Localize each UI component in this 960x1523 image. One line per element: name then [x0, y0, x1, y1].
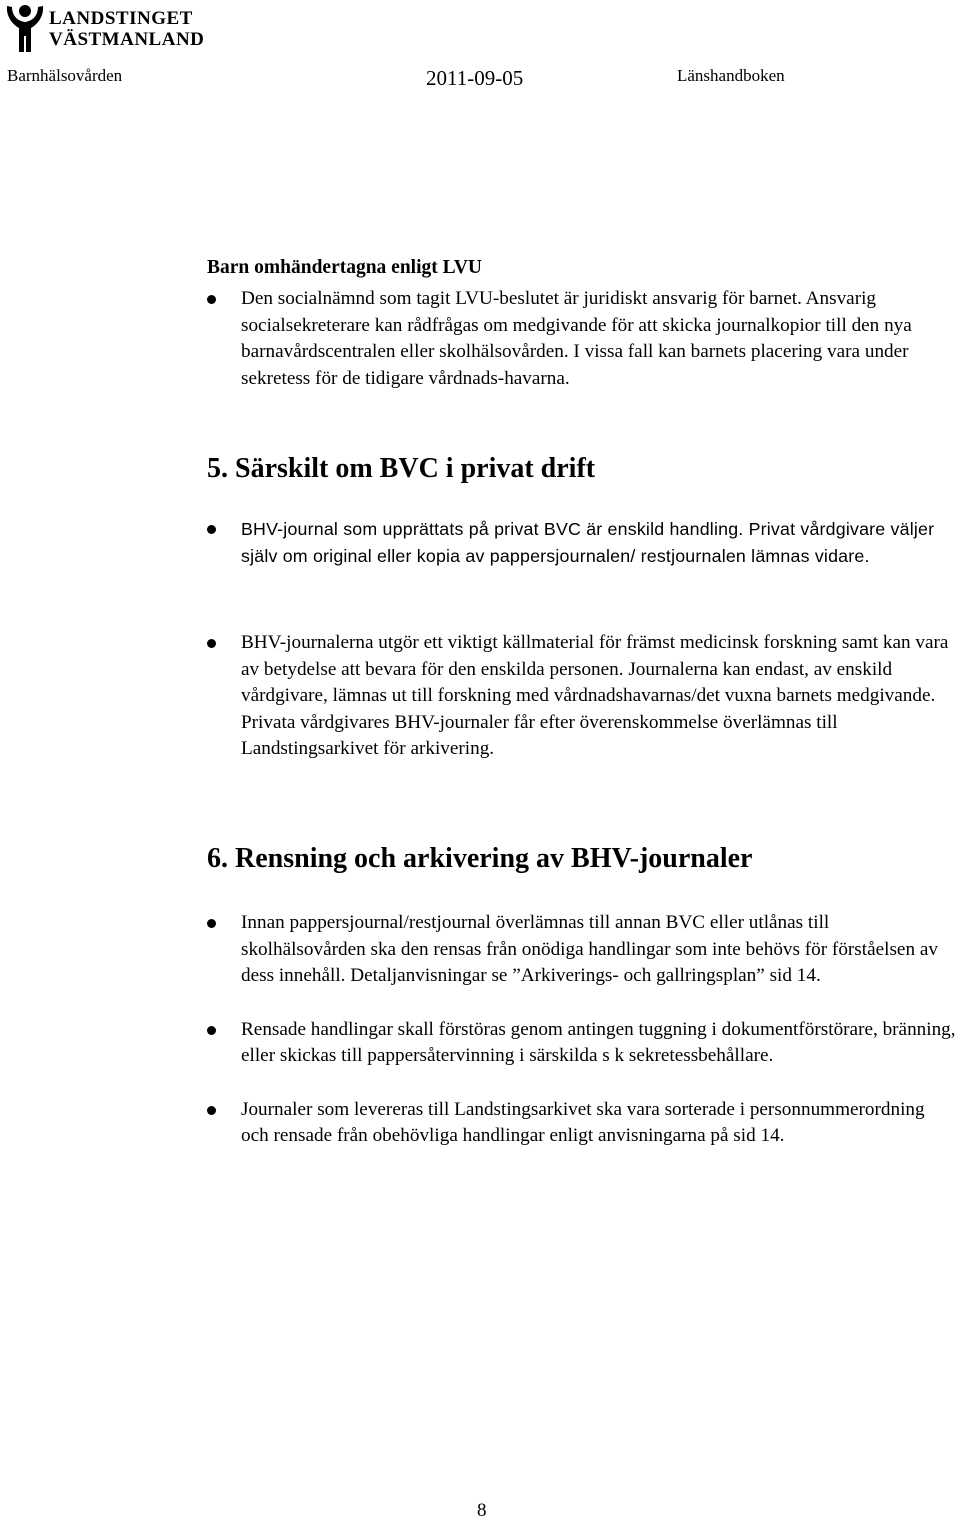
bullet-icon — [207, 295, 216, 304]
bullet-icon — [207, 1026, 216, 1035]
person-arms-raised-icon — [4, 2, 46, 54]
list-item — [207, 1017, 957, 1070]
page-number: 8 — [477, 1500, 487, 1521]
header-handbook: Länshandboken — [677, 66, 785, 85]
list-item — [207, 286, 957, 392]
list-item — [207, 910, 957, 990]
bullet-text: BHV-journalerna utgör ett viktigt källmaterial för främst medicinsk forskning samt kan vara av betydelse att bevara för den enskilda personen. Journalerna kan endast, av enskild vårdgivare, lämnas ut till forskning med vårdnadshavarnas/det vuxna barnets medgivande. Privata vårdgivares BHV-journaler får efter överenskommelse överlämnas till Landstingsarkivet för arkivering. — [241, 632, 949, 759]
bullet-icon — [207, 639, 216, 648]
bullet-text: Innan pappersjournal/restjournal överlämnas till annan BVC eller utlånas till skolhälsovården ska den rensas från onödiga handlingar som inte behövs för förståelsen av dess innehåll. Detaljanvisningar se ”Arkiverings- och gallringsplan” sid 14. — [241, 912, 938, 986]
list-item — [207, 516, 957, 569]
list-item — [207, 630, 957, 763]
header-date: 2011-09-05 — [426, 66, 524, 90]
bullet-text: Den socialnämnd som tagit LVU-beslutet är juridiskt ansvarig för barnet. Ansvarig socialsekreterare kan rådfrågas om medgivande för att skicka journalkopior till den nya barnavårdscentralen eller skolhälsovården. I vissa fall kan barnets placering vara under sekretess för de tidigare vårdnads-havarna. — [241, 288, 912, 389]
landstinget-logo — [4, 2, 205, 54]
logo-line-2: VÄSTMANLAND — [49, 29, 205, 50]
bullet-icon — [207, 1106, 216, 1115]
section-5-heading: 5. Särskilt om BVC i privat drift — [207, 453, 596, 484]
document-body — [207, 256, 957, 1146]
section-6-list — [207, 910, 957, 1150]
section-6-heading: 6. Rensning och arkivering av BHV-journaler — [207, 843, 753, 874]
section-5-list-b — [207, 630, 957, 763]
lvu-list — [207, 286, 957, 392]
bullet-icon — [207, 525, 216, 534]
list-item — [207, 1097, 957, 1150]
section-5-list — [207, 516, 957, 569]
bullet-icon — [207, 919, 216, 928]
bullet-text: Journaler som levereras till Landstingsarkivet ska vara sorterade i personnummerordning och rensade från obehövliga handlingar enligt anvisningarna på sid 14. — [241, 1098, 925, 1146]
logo-line-1: LANDSTINGET — [49, 8, 193, 29]
bullet-text: BHV-journal som upprättats på privat BVC är enskild handling. Privat vårdgivare väljer själv om original eller kopia av pappersjournalen/ restjournalen lämnas vidare. — [241, 519, 935, 566]
header-department: Barnhälsovården — [7, 66, 123, 85]
bullet-text: Rensade handlingar skall förstöras genom antingen tuggning i dokumentförstörare, bränning, eller skickas till pappersåtervinning i särskilda s k sekretessbehållare. — [241, 1018, 956, 1066]
lvu-heading: Barn omhändertagna enligt LVU — [207, 257, 483, 278]
